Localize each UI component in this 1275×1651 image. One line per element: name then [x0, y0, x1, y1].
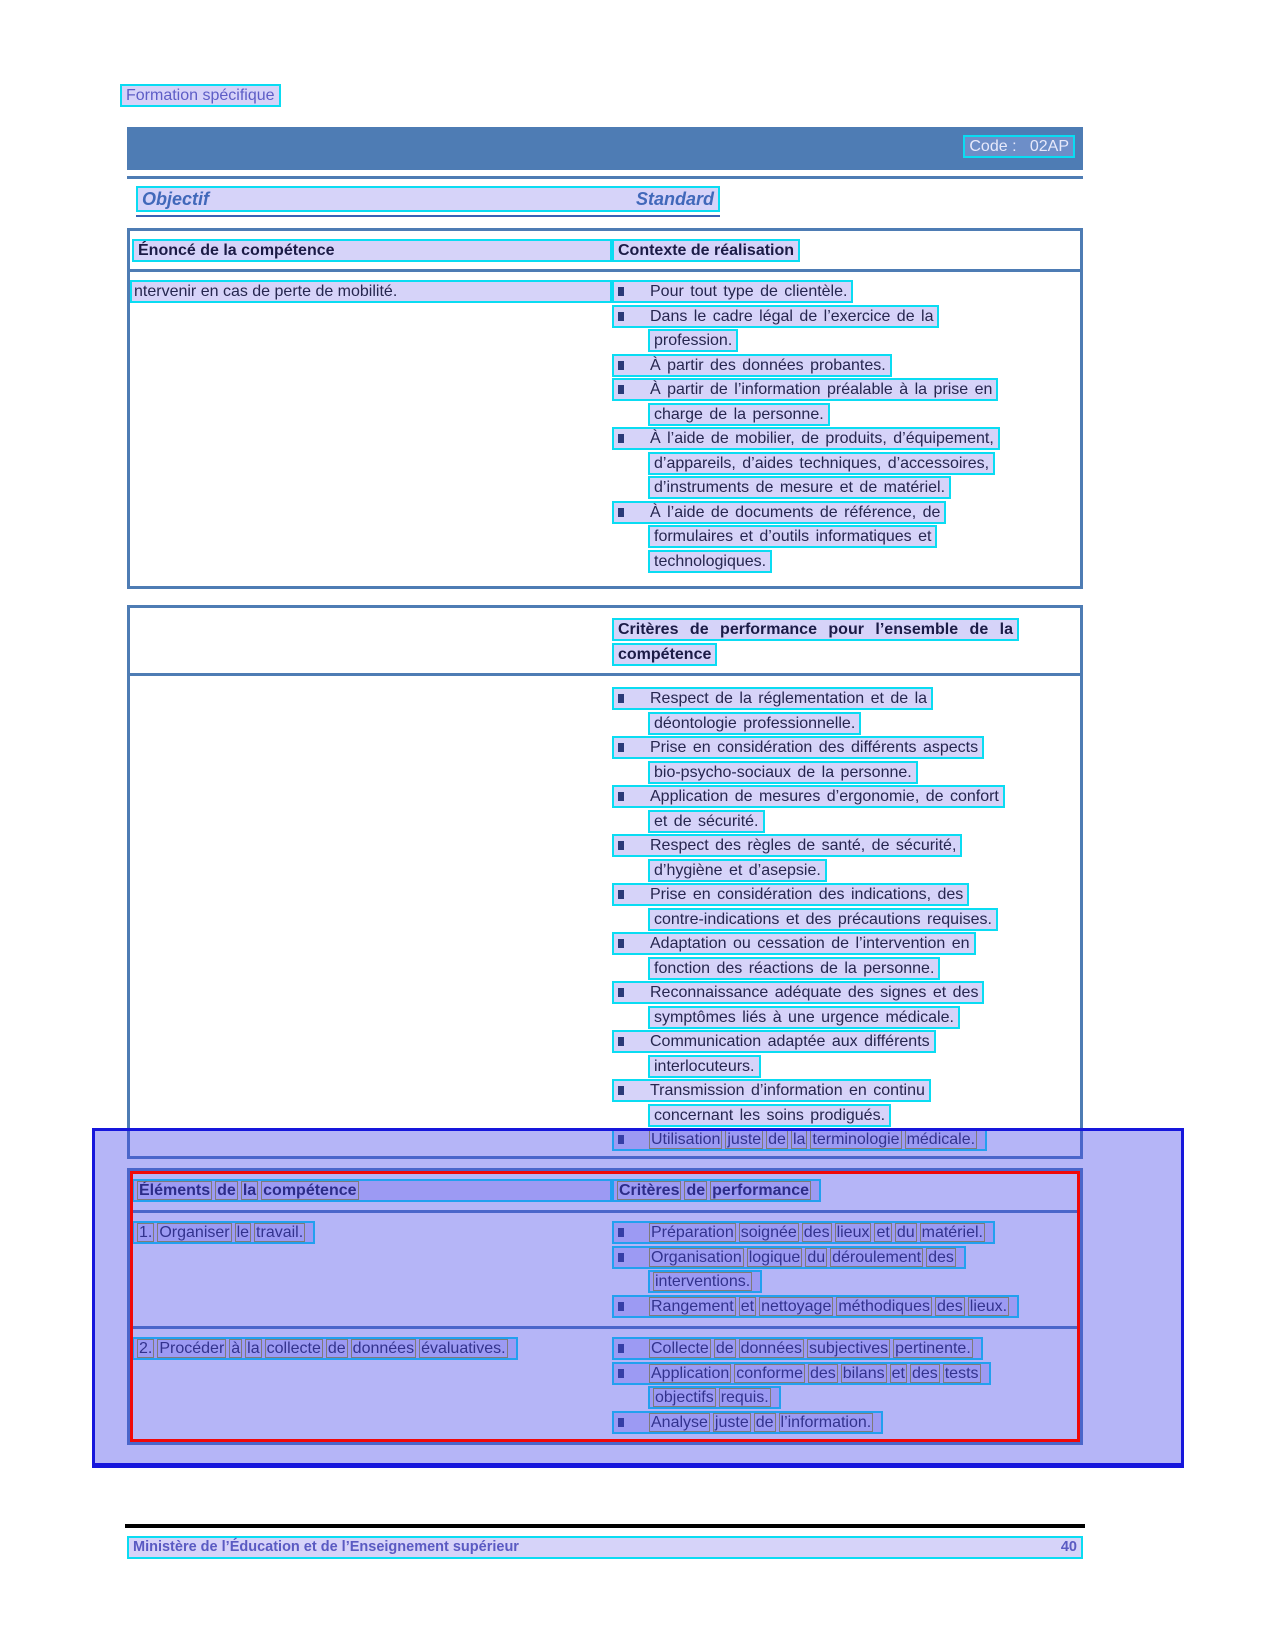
bullet-item: Prise en considération des différents aspects bio-psycho-sociaux de la personne.: [612, 736, 1074, 784]
bullet-item: Analyse juste de l’information.: [612, 1411, 1074, 1434]
element-1: 1. Organiser le travail.: [132, 1221, 315, 1244]
table2-header-line2: compétence: [612, 643, 717, 666]
table3-header-right: Critères de performance: [612, 1179, 821, 1202]
bullet-item: À partir de l’information préalable à la prise en charge de la personne.: [612, 378, 1074, 426]
bullet-item: Pour tout type de clientèle.: [612, 280, 1074, 303]
table1-body-row: [130, 272, 1080, 586]
bullet-item: Adaptation ou cessation de l’intervention en fonction des réactions de la personne.: [612, 932, 1074, 980]
bullet-item: Préparation soignée des lieux et du matériel.: [612, 1221, 1074, 1244]
table2-header-line1: Critères de performance pour l’ensemble de la: [612, 618, 1019, 641]
bullet-icon: [618, 743, 624, 752]
bullet-item: Rangement et nettoyage méthodiques des lieux.: [612, 1295, 1074, 1318]
bullet-icon: [618, 1086, 624, 1095]
table2-header-row: [130, 608, 1080, 676]
header-rule: [127, 176, 1083, 179]
heading-underline: [136, 215, 720, 217]
heading-highlight: [136, 186, 720, 212]
code-badge: [963, 135, 1075, 158]
bullet-item: Communication adaptée aux différents interlocuteurs.: [612, 1030, 1074, 1078]
bullet-item: Respect des règles de santé, de sécurité, d’hygiène et d’asepsie.: [612, 834, 1074, 882]
bullet-item: À partir des données probantes.: [612, 354, 1074, 377]
table1-header-right: Contexte de réalisation: [612, 239, 800, 262]
table2-criteria-cell: [612, 687, 1080, 1153]
section-label-text: Formation spécifique: [120, 84, 281, 107]
bullet-item: Respect de la réglementation et de la déontologie professionnelle.: [612, 687, 1074, 735]
bullet-item: Application de mesures d’ergonomie, de confort et de sécurité.: [612, 785, 1074, 833]
page-header-bar: [127, 127, 1083, 170]
bullet-item: Reconnaissance adéquate des signes et des symptômes liés à une urgence médicale.: [612, 981, 1074, 1029]
bullet-icon: [618, 988, 624, 997]
section-label: [120, 84, 281, 107]
footer-ministry: Ministère de l’Éducation et de l’Enseignement supérieur: [133, 1539, 519, 1555]
competence-context-table: [127, 228, 1083, 589]
bullet-icon: [618, 694, 624, 703]
table1-header-left-cell: [130, 239, 612, 262]
competence-statement: ntervenir en cas de perte de mobilité.: [130, 280, 612, 303]
footer-page-number: 40: [1060, 1539, 1077, 1555]
table1-header-row: [130, 231, 1080, 272]
bullet-item: À l’aide de mobilier, de produits, d’équipement, d’appareils, d’aides techniques, d’accessoires, d’instruments de mesure et de matériel.: [612, 427, 1074, 499]
element-2: 2. Procéder à la collecte de données évaluatives.: [132, 1337, 518, 1360]
annotation-overlay: [92, 1128, 1184, 1468]
bullet-icon: [618, 1037, 624, 1046]
bullet-item: Application conforme des bilans et des tests objectifs requis.: [612, 1362, 1074, 1410]
objectif-heading: Objectif: [142, 189, 210, 209]
bullet-icon: [618, 792, 624, 801]
bullet-item: Prise en considération des indications, des contre-indications et des précautions requises.: [612, 883, 1074, 931]
table1-header-left: Énoncé de la compétence: [132, 239, 612, 262]
table1-context-cell: [612, 280, 1080, 574]
bullet-icon: [618, 361, 624, 370]
performance-criteria-table: [127, 605, 1083, 1159]
bullet-item: À l’aide de documents de référence, de formulaires et d’outils informatiques et technologiques.: [612, 501, 1074, 573]
bullet-icon: [618, 890, 624, 899]
bullet-icon: [618, 939, 624, 948]
bullet-item: Collecte de données subjectives pertinente.: [612, 1337, 1074, 1360]
footer-highlight: [127, 1536, 1083, 1559]
bullet-item: Transmission d’information en continu concernant les soins prodigués.: [612, 1079, 1074, 1127]
bullet-icon: [618, 508, 624, 517]
table2-body-row: [130, 676, 1080, 1156]
code-badge-text: Code : 02AP: [963, 135, 1075, 158]
bullet-icon: [618, 312, 624, 321]
heading-row: [136, 186, 720, 212]
bullet-item: Organisation logique du déroulement des interventions.: [612, 1246, 1074, 1294]
bullet-icon: [618, 287, 624, 296]
bullet-item: Dans le cadre légal de l’exercice de la profession.: [612, 305, 1074, 353]
table1-statement-cell: [130, 280, 612, 574]
bullet-icon: [618, 841, 624, 850]
footer-rule: [125, 1524, 1085, 1528]
standard-heading: Standard: [635, 189, 714, 209]
table1-header-right-cell: [612, 239, 1080, 262]
bullet-icon: [618, 434, 624, 443]
footer: [127, 1536, 1083, 1559]
table3-header-left: Éléments de la compétence: [132, 1179, 612, 1202]
bullet-item: Utilisation juste de la terminologie médicale.: [612, 1128, 1074, 1151]
bullet-icon: [618, 385, 624, 394]
table2-empty-cell: [130, 687, 612, 1153]
